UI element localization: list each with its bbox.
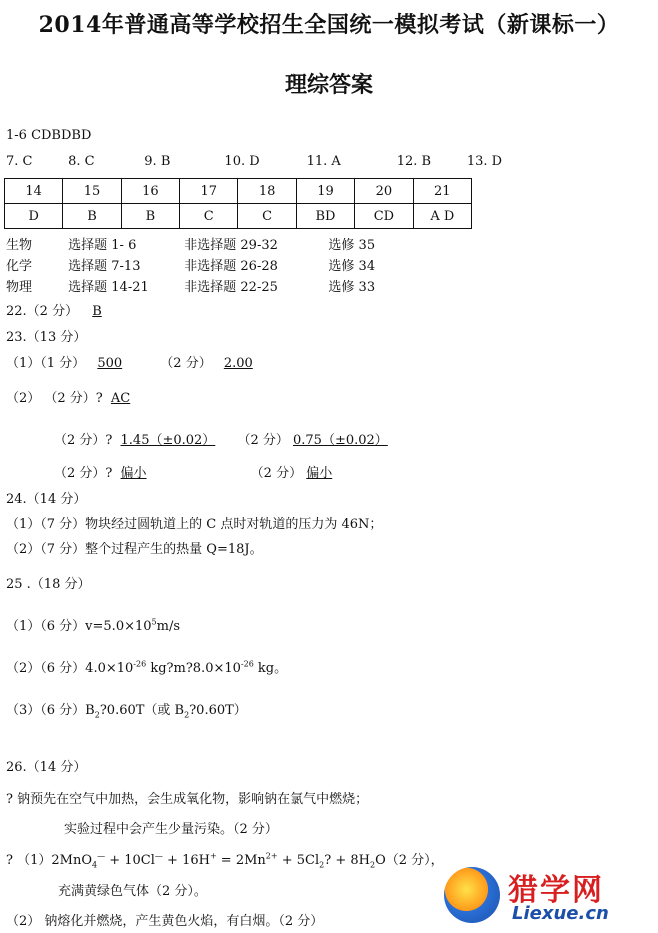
q23-part3 bbox=[54, 429, 388, 448]
subscript: 2 bbox=[184, 710, 190, 720]
q23-part-label: （1）（1 分） bbox=[6, 356, 86, 371]
choice-range: 选择题 14-21 bbox=[68, 280, 149, 295]
q23-answer: 1.45（±0.02） bbox=[120, 433, 216, 448]
subject-label: 化学 bbox=[6, 259, 33, 274]
q23-answer: 500 bbox=[97, 356, 123, 371]
table-cell: 16 bbox=[121, 179, 179, 204]
table-cell: 14 bbox=[5, 179, 63, 204]
nonchoice-range: 非选择题 26-28 bbox=[184, 259, 278, 274]
choice-range: 选择题 1- 6 bbox=[68, 238, 137, 253]
subscript: 2 bbox=[319, 860, 325, 870]
table-cell: C bbox=[180, 204, 238, 229]
q23-answer: 偏小 bbox=[120, 466, 147, 481]
superscript: + bbox=[209, 851, 217, 861]
text: ?0.60T（或 B bbox=[99, 703, 185, 718]
text: + 5Cl bbox=[277, 853, 320, 868]
text: （3）（6 分）B bbox=[6, 703, 95, 718]
subject-label: 生物 bbox=[6, 238, 33, 253]
text: （1）（6 分）v=5.0×10 bbox=[6, 619, 152, 634]
superscript: — bbox=[154, 851, 163, 861]
q23-part-label: （2 分）? bbox=[54, 466, 113, 481]
elective-label: 选修 35 bbox=[328, 238, 376, 253]
q25-label: 25 .（18 分） bbox=[6, 577, 91, 592]
q23-answer: AC bbox=[110, 391, 131, 406]
text: + 10Cl bbox=[105, 853, 155, 868]
document-subtitle: 理综答案 bbox=[284, 72, 373, 98]
q26-line5: （2） 钠熔化并燃烧，产生黄色火焰，有白烟。（2 分） bbox=[6, 914, 324, 929]
mc-answer: 13. D bbox=[466, 154, 503, 169]
text: = 2Mn bbox=[216, 853, 266, 868]
subscript: 4 bbox=[92, 860, 98, 870]
table-cell: 15 bbox=[63, 179, 121, 204]
q26-line3 bbox=[6, 849, 444, 868]
subject-row bbox=[6, 234, 375, 253]
q25-line3 bbox=[6, 699, 247, 718]
document-title: 2014年普通高等学校招生全国统一模拟考试（新课标一） bbox=[38, 12, 620, 38]
mc-row bbox=[6, 154, 502, 169]
table-cell: 18 bbox=[238, 179, 296, 204]
superscript: — bbox=[97, 851, 106, 861]
q22-line bbox=[6, 300, 112, 319]
exponent: -26 bbox=[240, 659, 254, 669]
subscript: 2 bbox=[369, 860, 376, 870]
q23-label: 23.（13 分） bbox=[6, 330, 87, 345]
elective-label: 选修 33 bbox=[328, 280, 376, 295]
text: m/s bbox=[156, 619, 181, 634]
text: kg。 bbox=[253, 661, 288, 676]
table-cell: BD bbox=[296, 204, 354, 229]
site-logo bbox=[444, 863, 654, 929]
table-answer-row bbox=[5, 204, 472, 229]
answers-1-6: 1-6 CDBDBD bbox=[6, 128, 92, 143]
text: ? + 8H bbox=[324, 853, 370, 868]
subscript: 2 bbox=[94, 710, 100, 720]
nonchoice-range: 非选择题 22-25 bbox=[184, 280, 278, 295]
superscript: 2+ bbox=[265, 851, 278, 861]
q26-line2: 实验过程中会产生少量污染。（2 分） bbox=[64, 822, 278, 837]
q25-line2 bbox=[6, 657, 287, 676]
table-cell: CD bbox=[355, 204, 413, 229]
q23-answer: 偏小 bbox=[306, 466, 333, 481]
q23-part-label: （2 分）? bbox=[54, 433, 113, 448]
mc-answer: 7. C bbox=[6, 154, 33, 169]
q26-label: 26.（14 分） bbox=[6, 760, 87, 775]
q23-answer: 2.00 bbox=[223, 356, 253, 371]
q25-line1 bbox=[6, 615, 180, 634]
mc-answer: 9. B bbox=[144, 154, 171, 169]
subject-row bbox=[6, 255, 375, 274]
table-cell: B bbox=[121, 204, 179, 229]
q23-part-label: （2） （2 分）? bbox=[6, 391, 103, 406]
table-cell: C bbox=[238, 204, 296, 229]
table-cell: 20 bbox=[355, 179, 413, 204]
logo-name: 猎学网 bbox=[508, 873, 604, 908]
exponent: 5 bbox=[151, 617, 157, 627]
exponent: -26 bbox=[133, 659, 147, 669]
q23-part-label: （2 分） bbox=[237, 433, 289, 448]
logo-mark-icon bbox=[444, 867, 500, 923]
q22-label: 22.（2 分） bbox=[6, 304, 79, 319]
text: O（2 分）， bbox=[375, 853, 444, 868]
text: （2）（6 分）4.0×10 bbox=[6, 661, 134, 676]
q24-line2: （2）（7 分）整个过程产生的热量 Q=18J。 bbox=[6, 542, 263, 557]
q23-answer: 0.75（±0.02） bbox=[293, 433, 388, 448]
table-header-row bbox=[5, 179, 472, 204]
subject-label: 物理 bbox=[6, 280, 33, 295]
mc-answer: 10. D bbox=[224, 154, 260, 169]
mc-answer: 12. B bbox=[396, 154, 432, 169]
q23-part2 bbox=[6, 387, 134, 406]
q24-line1: （1）（7 分）物块经过圆轨道上的 C 点时对轨道的压力为 46N； bbox=[6, 517, 383, 532]
q22-answer: B bbox=[92, 304, 102, 319]
q23-part-label: （2 分） bbox=[160, 356, 212, 371]
q24-label: 24.（14 分） bbox=[6, 492, 87, 507]
answer-table bbox=[4, 178, 472, 229]
mc-answer: 11. A bbox=[306, 154, 341, 169]
q23-part1 bbox=[6, 352, 261, 371]
table-cell: 17 bbox=[180, 179, 238, 204]
table-cell: D bbox=[5, 204, 63, 229]
subject-row bbox=[6, 276, 375, 295]
table-cell: 21 bbox=[413, 179, 471, 204]
table-cell: A D bbox=[413, 204, 471, 229]
logo-url: Liexue.cn bbox=[512, 903, 609, 924]
nonchoice-range: 非选择题 29-32 bbox=[184, 238, 278, 253]
elective-label: 选修 34 bbox=[328, 259, 376, 274]
mc-answer: 8. C bbox=[68, 154, 95, 169]
choice-range: 选择题 7-13 bbox=[68, 259, 141, 274]
text: + 16H bbox=[162, 853, 210, 868]
text: ?0.60T） bbox=[189, 703, 247, 718]
text: kg?m?8.0×10 bbox=[146, 661, 241, 676]
q26-line1: ? 钠预先在空气中加热，会生成氧化物，影响钠在氯气中燃烧； bbox=[6, 792, 369, 807]
q23-part4 bbox=[54, 462, 332, 481]
q26-line4: 充满黄绿色气体（2 分）。 bbox=[58, 884, 207, 899]
text: ? （1）2MnO bbox=[6, 853, 92, 868]
table-cell: B bbox=[63, 204, 121, 229]
table-cell: 19 bbox=[296, 179, 354, 204]
q23-part-label: （2 分） bbox=[250, 466, 303, 481]
